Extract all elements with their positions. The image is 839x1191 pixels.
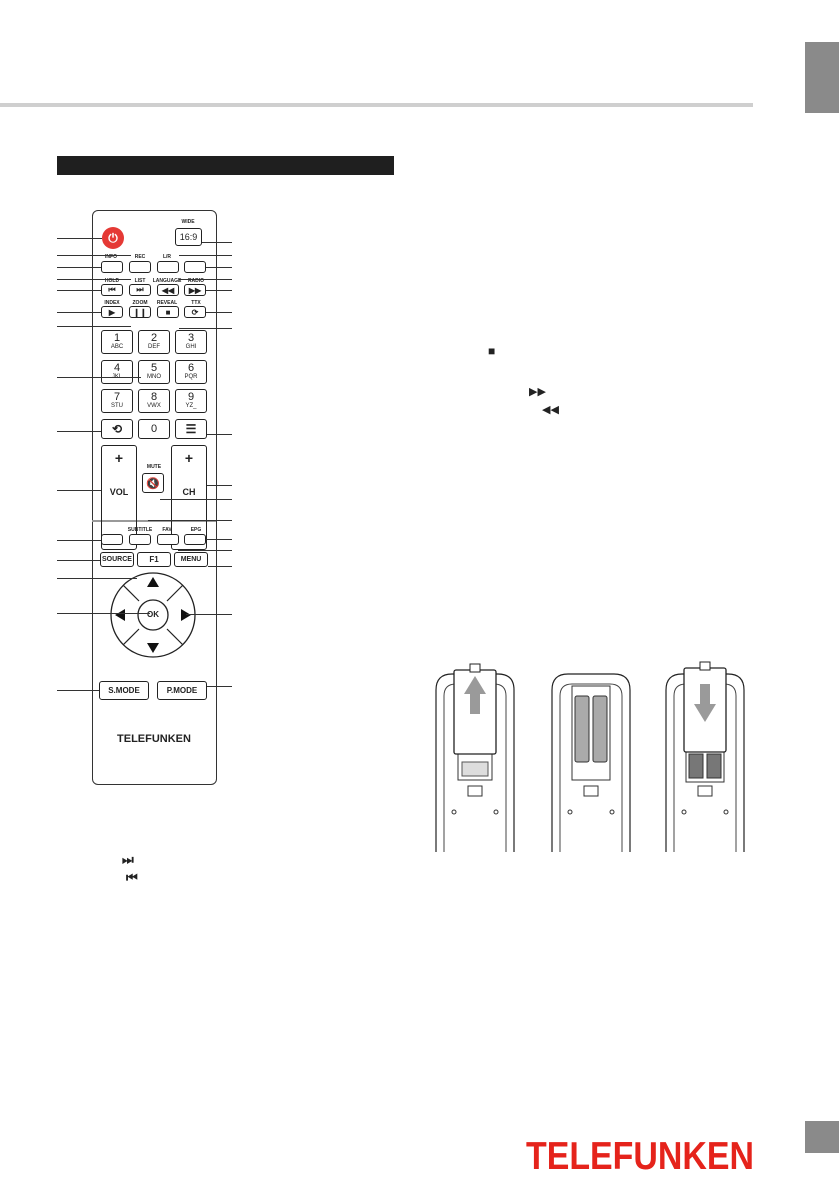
list-label: LIST (134, 278, 146, 284)
stop-button (157, 306, 179, 318)
pause-icon: ❙❙ (133, 307, 147, 317)
leader-line (57, 540, 101, 541)
leader-line (206, 312, 232, 313)
volume-plus: + (114, 450, 124, 466)
smode-button: S.MODE (99, 681, 149, 700)
ttx-button: ⟳ (184, 306, 206, 318)
skip-back-icon: ⏮ (126, 870, 138, 885)
rec-button (129, 261, 151, 273)
aspect-button: 16:9 (175, 228, 202, 246)
leader-line (160, 499, 232, 500)
leader-line (206, 539, 232, 540)
channel-plus: + (184, 450, 194, 466)
ok-label: OK (147, 610, 159, 619)
leader-line (178, 550, 232, 551)
leader-line (57, 578, 137, 579)
rewind-icon: ◀◀ (542, 404, 559, 416)
rec-label: REC (134, 254, 146, 260)
fav-label: FAV (162, 527, 172, 533)
skip-forward-icon: ⏭ (136, 285, 144, 294)
play-icon: ▶ (108, 307, 116, 317)
leader-line (207, 485, 232, 486)
subtitle-button (129, 534, 151, 545)
telefunken-logo (526, 1133, 756, 1178)
zoom-label: ZOOM (132, 300, 148, 306)
leader-line (206, 290, 232, 291)
power-button (102, 227, 124, 249)
leader-line (207, 434, 232, 435)
volume-label: VOL (109, 487, 129, 497)
next-button (129, 284, 151, 296)
channel-label: CH (182, 487, 196, 497)
leader-line (57, 690, 99, 691)
fast-forward-icon: ▶▶ (529, 386, 546, 398)
leader-line (148, 520, 232, 521)
battery-cover-open-illustration (432, 662, 518, 852)
fast-forward-icon: ▶▶ (188, 285, 202, 295)
language-tab (805, 42, 839, 113)
key-7: 7 STU (101, 389, 133, 413)
key-3: 3 GHI (175, 330, 207, 354)
fav-button (157, 534, 179, 545)
epg-label: EPG (190, 527, 202, 533)
battery-cover-close-illustration (662, 662, 748, 852)
rewind-button (157, 284, 179, 296)
key-1: 1 ABC (101, 330, 133, 354)
leader-line (57, 267, 101, 268)
leader-line (57, 290, 101, 291)
power-icon: ⏻ (108, 230, 118, 245)
leader-line (179, 279, 232, 280)
leader-line (57, 490, 101, 491)
mute-icon: 🔇 (146, 477, 160, 490)
hold-label: HOLD (104, 278, 120, 284)
header-rule (0, 103, 753, 107)
menu-button: MENU (174, 552, 208, 567)
leader-line (207, 686, 232, 687)
epg-button (184, 534, 206, 545)
return-icon: ⟲ (111, 422, 123, 436)
leader-line (57, 377, 141, 378)
battery-insert-illustration (548, 662, 634, 852)
info-button (101, 261, 123, 273)
stop-icon: ■ (165, 307, 171, 317)
leader-line (57, 279, 131, 280)
leader-line (57, 326, 131, 327)
leader-line (57, 312, 101, 313)
radio-label: RADIO (187, 278, 205, 284)
key-8: 8 VWX (138, 389, 170, 413)
skip-forward-icon: ⏭ (122, 852, 134, 867)
mute-label: MUTE (146, 464, 162, 470)
pause-button (129, 306, 151, 318)
play-button (101, 306, 123, 318)
return-button (101, 419, 133, 439)
blank-button (184, 261, 206, 273)
key-9: 9 YZ_ (175, 389, 207, 413)
stop-icon: ■ (488, 344, 496, 358)
logo-text: TELEFUNKEN (526, 1135, 754, 1178)
lr-button (157, 261, 179, 273)
list-button (175, 419, 207, 439)
leader-line (57, 560, 100, 561)
leader-line (57, 613, 150, 614)
leader-line (186, 614, 232, 615)
leader-line (57, 431, 101, 432)
func-button-1 (101, 534, 123, 545)
leader-line (179, 328, 232, 329)
ttx-label: TTX (191, 300, 201, 306)
rewind-icon: ◀◀ (161, 285, 175, 295)
skip-back-icon: ⏮ (108, 285, 116, 294)
leader-line (208, 566, 232, 567)
leader-line (179, 255, 232, 256)
reveal-label: REVEAL (156, 300, 178, 306)
info-label: INFO (105, 254, 117, 260)
leader-line (202, 242, 232, 243)
subtitle-label: SUBTITLE (127, 527, 153, 533)
pmode-button: P.MODE (157, 681, 207, 700)
lr-label: L/R (162, 254, 172, 260)
key-0: 0 (138, 419, 170, 439)
list-icon: ☰ (185, 422, 197, 436)
leader-line (57, 255, 131, 256)
key-6: 6 PQR (175, 360, 207, 384)
wide-label: WIDE (181, 219, 195, 225)
mute-button (142, 473, 164, 493)
source-button: SOURCE (100, 552, 134, 567)
prev-button (101, 284, 123, 296)
key-4: 4 JKL (101, 360, 133, 384)
leader-line (57, 238, 102, 239)
forward-button (184, 284, 206, 296)
language-label: LANGUAGE (152, 278, 182, 284)
index-label: INDEX (104, 300, 120, 306)
leader-line (206, 267, 232, 268)
f1-button: F1 (137, 552, 171, 567)
page-number-tab (805, 1121, 839, 1153)
key-2: 2 DEF (138, 330, 170, 354)
section-heading-bar (57, 156, 394, 175)
key-5: 5 MNO (138, 360, 170, 384)
remote-brand: TELEFUNKEN (117, 733, 191, 745)
